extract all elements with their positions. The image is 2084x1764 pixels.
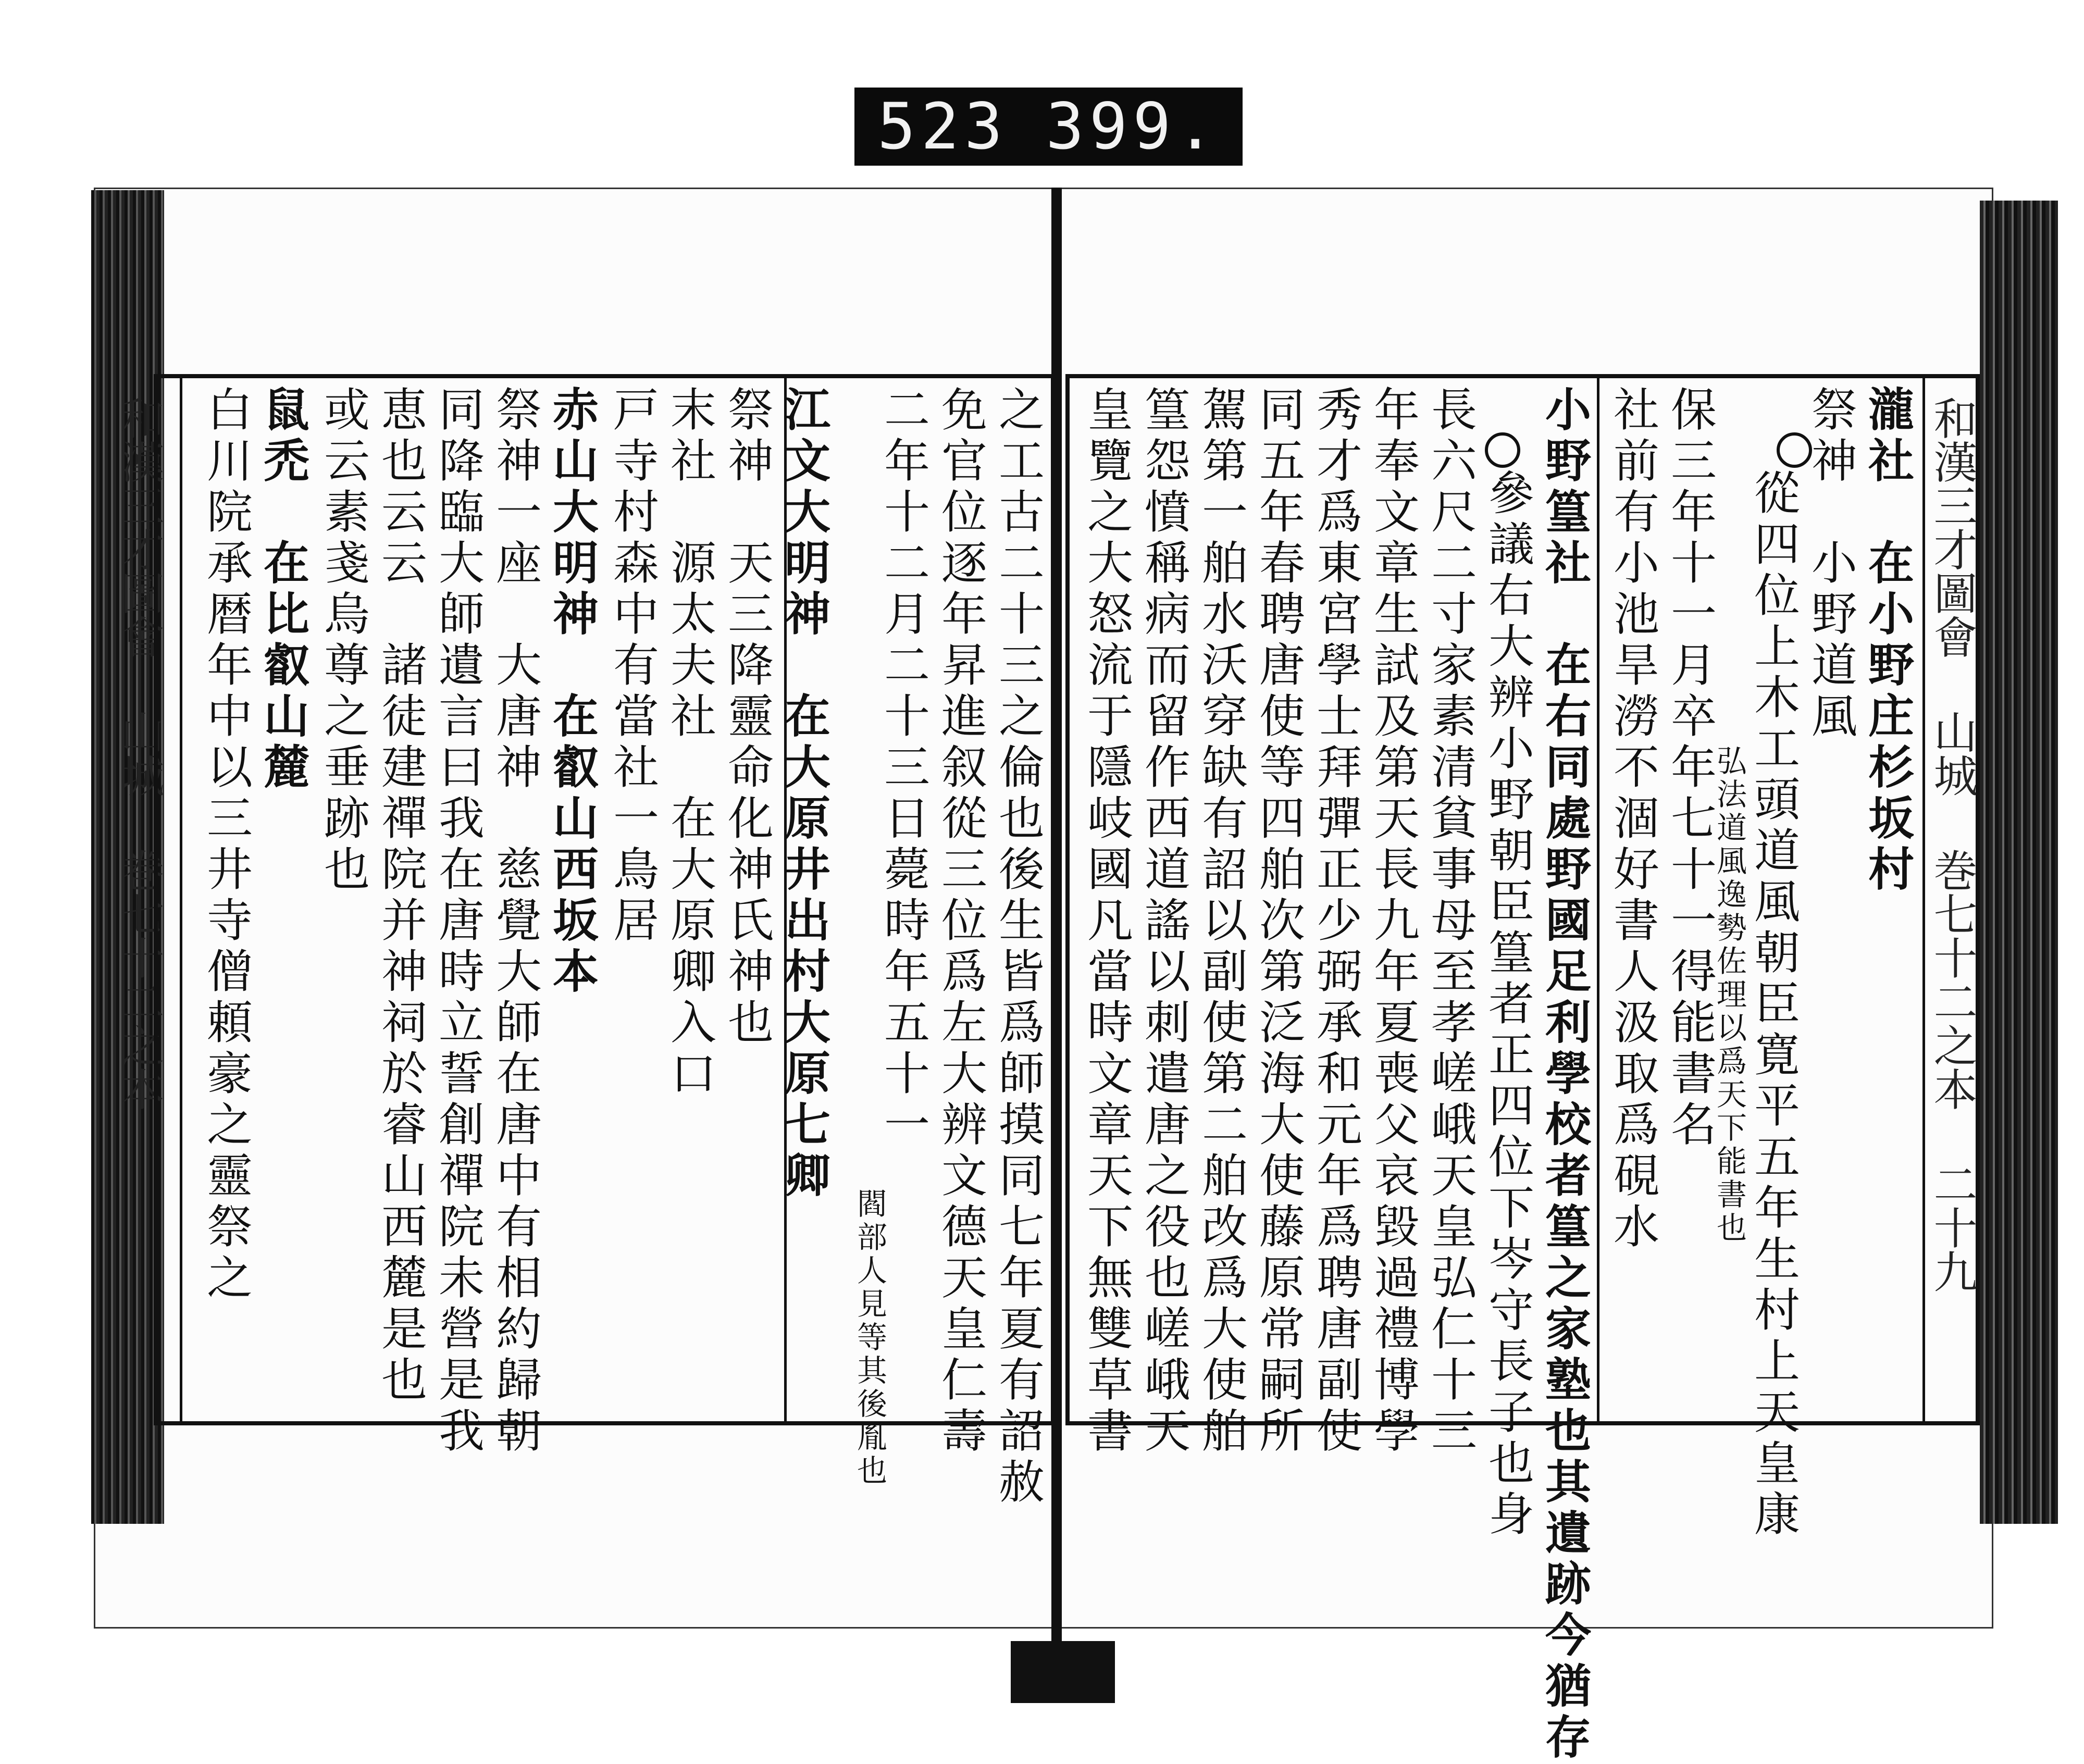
left-text-column-4: 江文大明神 在大原井出村大原七卿 [777, 386, 832, 1202]
right-text-note: 弘法道風逸勢佐理以爲天下能書也 [1711, 745, 1747, 1245]
right-text-column-9: 年奉文章生試及第天長九年夏喪父哀毀過禮博學 [1367, 386, 1420, 1458]
left-page-inner-rule [180, 378, 182, 1422]
binder-clip [1011, 1641, 1115, 1703]
left-text-column-11: 恵也云云 諸徒建禪院并神祠於睿山西麓是也 [374, 386, 428, 1407]
left-text-column-10: 同降臨大師遺言曰我在唐時立誓創禪院未營是我 [431, 386, 485, 1458]
left-text-note: 閻部人見等其後胤也 [852, 1188, 887, 1488]
page-counter [854, 88, 1243, 166]
left-text-column-8: 赤山大明神 在叡山西坂本 [545, 386, 600, 998]
left-text-column-7: 戸寺村森中有當社一鳥居 [606, 386, 660, 947]
right-text-column-13: 篁怨憤稱病而留作西道謠以刺遣唐之役也嵯峨天 [1137, 386, 1191, 1458]
counter-right-number: 399. [1046, 90, 1220, 164]
right-text-column-5: 社前有小池旱澇不涸好書人汲取爲硯水 [1606, 386, 1660, 1253]
right-text-column-2: 祭神 小野道風 [1804, 386, 1858, 743]
left-text-column-12: 或云素戔烏尊之垂跡也 [317, 386, 370, 896]
right-text-column-11: 同五年春聘唐使等四舶次第泛海大使藤原常嗣所 [1252, 386, 1306, 1458]
right-text-column-6: 小野篁社 在右同處野國足利學校者篁之家塾也其遺跡今猶存 [1538, 386, 1592, 1764]
right-text-column-1: 瀧社 在小野庄杉坂村 [1861, 386, 1915, 896]
right-text-column-7: 參議右大辨小野朝臣篁者正四位下岑守長子也身 [1481, 469, 1535, 1541]
right-page-edge [1980, 201, 2058, 1524]
left-text-column-13: 鼠禿 在比叡山麓 [256, 386, 311, 794]
left-text-column-1: 之工古二十三之倫也後生皆爲師摸同七年夏有詔赦 [991, 386, 1045, 1509]
right-text-column-8: 長六尺二寸家素清貧事母至孝嵯峨天皇弘仁十三 [1424, 386, 1478, 1458]
left-text-column-9: 祭神一座 大唐神 慈覺大師在唐中有相約歸朝 [489, 386, 542, 1458]
right-page-divider [1597, 378, 1599, 1422]
left-text-column-2: 免官位逐年昇進叙從三位爲左大辨文德天皇仁壽 [934, 386, 988, 1458]
right-page-inner-rule [1922, 378, 1925, 1422]
left-text-column-14: 白川院承暦年中以三井寺僧頼豪之靈祭之 [200, 386, 253, 1305]
right-text-column-12: 駕第一舶水沃穿缺有詔以副使第二舶改爲大使舶 [1195, 386, 1248, 1458]
right-text-column-4: 保三年十一月卒年七十一得能書名 [1664, 386, 1717, 1151]
left-text-column-5: 祭神 天三降靈命化神氏神也 [721, 386, 774, 1049]
right-text-column-14: 皇覽之大怒流于隱岐國凡當時文章天下無雙草書 [1080, 386, 1134, 1458]
left-margin-title: 和漢三才圖會 山城 巻七十二之本 [114, 396, 165, 1111]
right-margin-title: 和漢三才圖會 山城 巻七十二之本 二十九 [1927, 396, 1978, 1293]
right-text-column-10: 秀才爲東宮學士拜彈正少弼承和元年爲聘唐副使 [1309, 386, 1363, 1458]
left-text-column-3: 二年十二月二十三日薨時年五十一 [877, 386, 931, 1151]
left-text-column-6: 末社 源太夫社 在大原卿入口 [663, 386, 717, 1100]
counter-left-number: 523 [877, 90, 1008, 164]
circle-marker [1485, 432, 1520, 468]
right-text-column-3: 從四位上木工頭道風朝臣寛平五年生村上天皇康 [1747, 469, 1801, 1541]
